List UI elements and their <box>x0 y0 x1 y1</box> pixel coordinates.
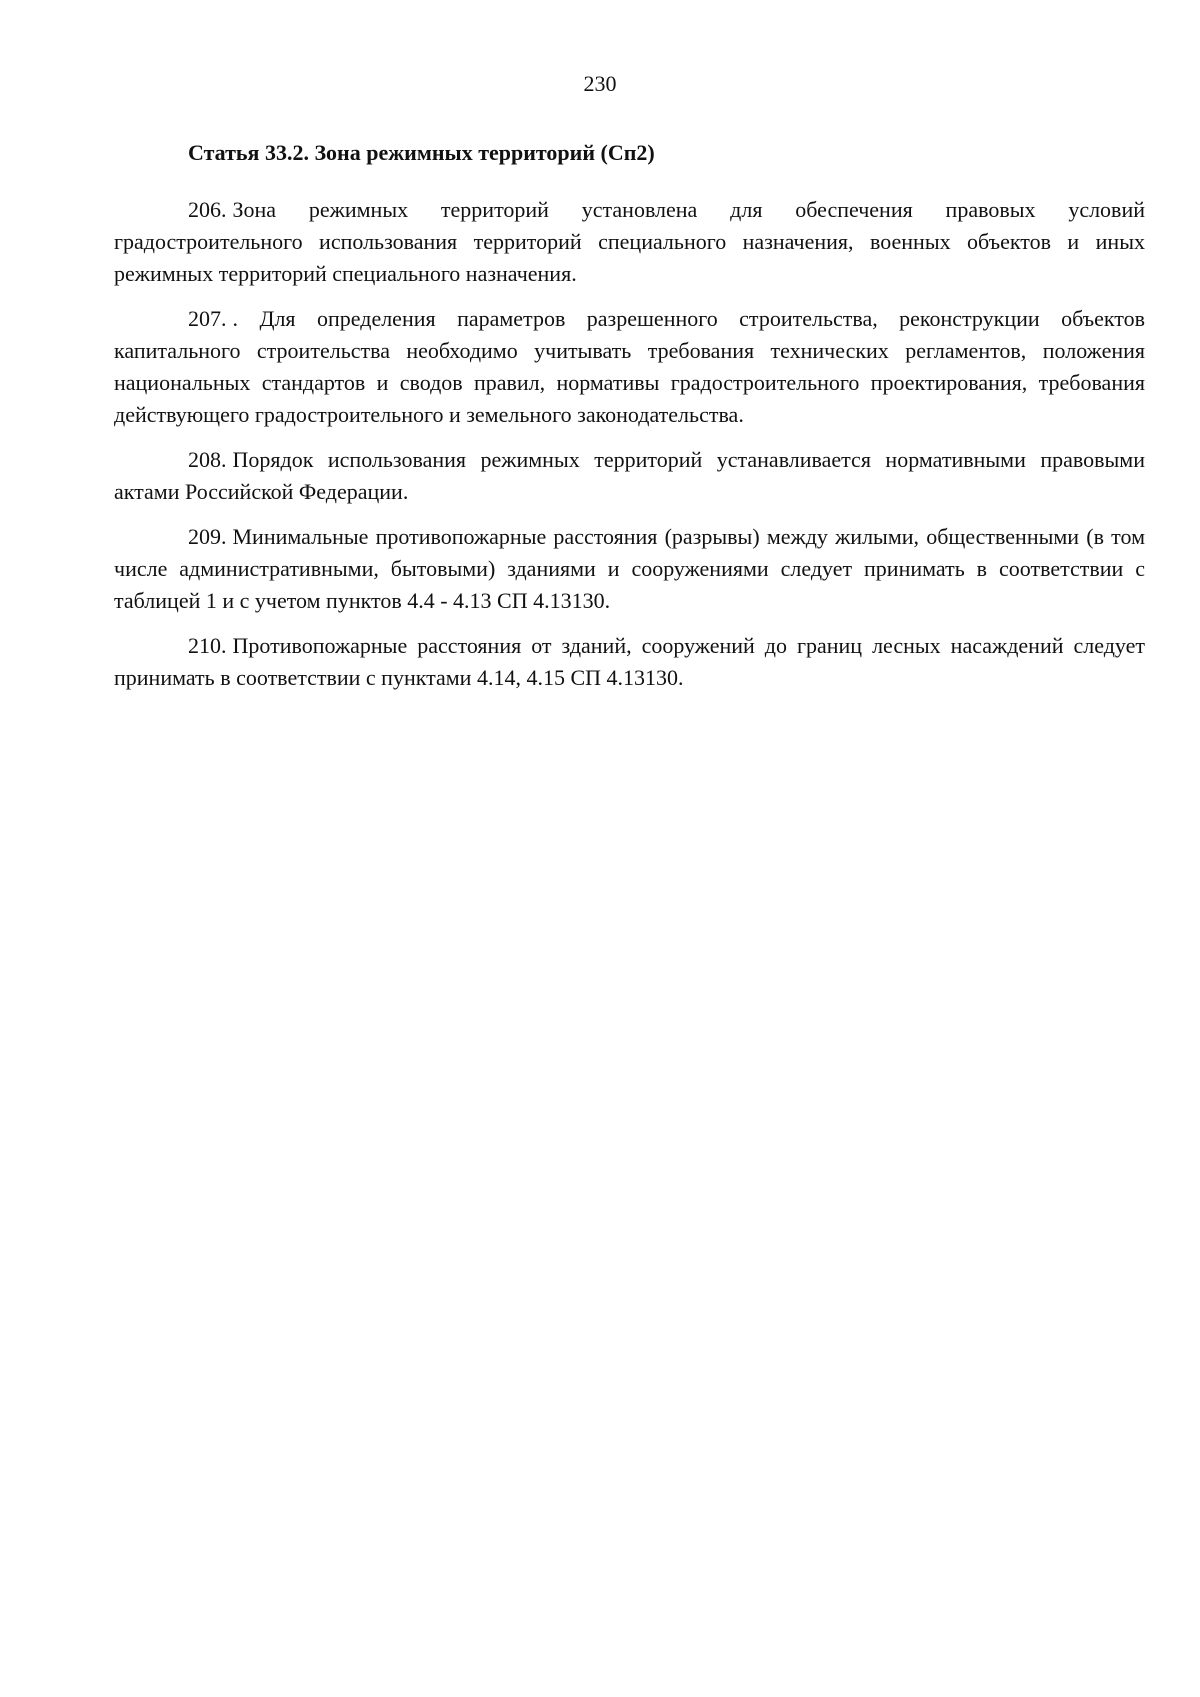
document-body <box>114 138 1145 694</box>
paragraph-208 <box>114 444 1145 508</box>
paragraph-text: . Для определения параметров разрешенного строительства, реконструкции объектов капитального строительства необходимо учитывать требования технических регламентов, положения национальных стандартов и сводов правил, нормативы градостроительного проектирования, требования действующего градостроительного и земельного законодательства. <box>114 306 1145 427</box>
article-title: Статья 33.2. Зона режимных территорий (Сп2) <box>188 140 655 165</box>
paragraph-209 <box>114 521 1145 617</box>
paragraph-text: Зона режимных территорий установлена для обеспечения правовых условий градостроительного использования территорий специального назначения, военных объектов и иных режимных территорий специального назначения. <box>114 197 1145 286</box>
page-number: 230 <box>583 71 617 96</box>
paragraph-number: 208. <box>188 447 227 472</box>
paragraph-text: Минимальные противопожарные расстояния (разрывы) между жилыми, общественными (в том числе административными, бытовыми) зданиями и сооружениями следует принимать в соответствии с таблицей 1 и с учетом пунктов 4.4 - 4.13 СП 4.13130. <box>114 524 1145 613</box>
paragraph-207 <box>114 303 1145 431</box>
paragraph-210 <box>114 630 1145 694</box>
paragraph-number: 210. <box>188 633 227 658</box>
paragraph-number: 206. <box>188 197 227 222</box>
paragraph-text: Порядок использования режимных территорий устанавливается нормативными правовыми актами Российской Федерации. <box>114 447 1145 504</box>
paragraph-number: 209. <box>188 524 227 549</box>
paragraph-number: 207. <box>188 306 227 331</box>
paragraph-text: Противопожарные расстояния от зданий, сооружений до границ лесных насаждений следует принимать в соответствии с пунктами 4.14, 4.15 СП 4.13130. <box>114 633 1145 690</box>
paragraph-206 <box>114 194 1145 290</box>
